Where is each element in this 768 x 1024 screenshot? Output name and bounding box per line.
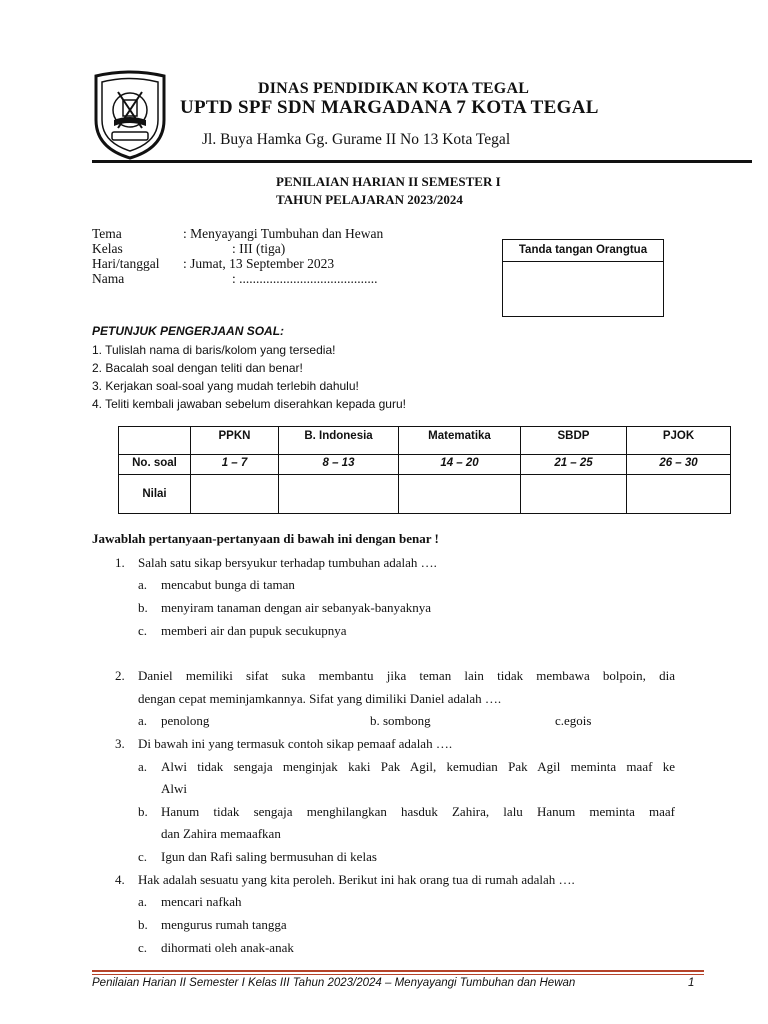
tanggal-label: Hari/tanggal <box>92 256 160 271</box>
table-corner <box>119 427 191 455</box>
score-table <box>118 426 731 514</box>
option-text[interactable]: mencabut bunga di taman <box>161 577 295 592</box>
question-text: Hak adalah sesuatu yang kita peroleh. Berikut ini hak orang tua di rumah adalah …. <box>138 872 575 887</box>
kelas-value: : III (tiga) <box>232 241 286 256</box>
instruction-item: 3. Kerjakan soal-soal yang mudah terlebih dahulu! <box>92 379 359 393</box>
school-name: UPTD SPF SDN MARGADANA 7 KOTA TEGAL <box>180 97 599 118</box>
instructions-title: PETUNJUK PENGERJAAN SOAL: <box>92 324 285 338</box>
tema-label: Tema <box>92 226 122 241</box>
range-matematika: 14 – 20 <box>399 455 521 475</box>
score-cell-sbdp[interactable] <box>521 475 627 514</box>
option-letter: c. <box>138 623 148 638</box>
subject-ppkn: PPKN <box>191 427 279 455</box>
exam-year: TAHUN PELAJARAN 2023/2024 <box>276 192 463 207</box>
option-text[interactable]: Alwi <box>161 781 187 796</box>
option-letter: b. <box>138 917 148 932</box>
option-text[interactable]: Igun dan Rafi saling bermusuhan di kelas <box>161 849 377 864</box>
option-letter: a. <box>138 577 148 592</box>
option-letter: c. <box>138 849 148 864</box>
instruction-item: 1. Tulislah nama di baris/kolom yang tersedia! <box>92 343 336 357</box>
question-number: 1. <box>115 555 125 570</box>
range-pjok: 26 – 30 <box>627 455 731 475</box>
question-text: dengan cepat meminjamkannya. Sifat yang dimiliki Daniel adalah …. <box>138 691 502 706</box>
tanggal-value: : Jumat, 13 September 2023 <box>183 256 335 271</box>
footer-divider <box>92 970 704 972</box>
option-text[interactable]: dan Zahira memaafkan <box>161 826 281 841</box>
subject-bindonesia: B. Indonesia <box>279 427 399 455</box>
question-text: Di bawah ini yang termasuk contoh sikap pemaaf adalah …. <box>138 736 453 751</box>
option-text[interactable]: c.egois <box>555 713 592 728</box>
nama-field[interactable]: : ......................................... <box>232 271 378 286</box>
table-header-row <box>119 427 731 455</box>
question-number: 4. <box>115 872 125 887</box>
question-number: 3. <box>115 736 125 751</box>
instruction-item: 2. Bacalah soal dengan teliti dan benar! <box>92 361 303 375</box>
city-emblem-icon <box>90 70 170 160</box>
header-divider <box>92 160 752 163</box>
agency-name: DINAS PENDIDIKAN KOTA TEGAL <box>258 80 530 97</box>
exam-title: PENILAIAN HARIAN II SEMESTER I <box>276 174 501 189</box>
page-number: 1 <box>688 977 695 989</box>
footer-divider <box>92 974 704 975</box>
option-letter: a. <box>138 894 148 909</box>
tema-value: : Menyayangi Tumbuhan dan Hewan <box>183 226 384 241</box>
question-number: 2. <box>115 668 125 683</box>
row-label-nilai: Nilai <box>119 475 191 514</box>
row-label-soal: No. soal <box>119 455 191 475</box>
option-letter: a. <box>138 713 148 728</box>
option-letter: a. <box>138 759 148 774</box>
option-text[interactable]: memberi air dan pupuk secukupnya <box>161 623 347 638</box>
question-text: Daniel memiliki sifat suka membantu jika teman lain tidak membawa bolpoin, dia <box>138 668 675 683</box>
option-text[interactable]: mencari nafkah <box>161 894 242 909</box>
subject-sbdp: SBDP <box>521 427 627 455</box>
option-text[interactable]: Alwi tidak sengaja menginjak kaki Pak Agil, kemudian Pak Agil meminta maaf ke <box>161 759 675 774</box>
subject-pjok: PJOK <box>627 427 731 455</box>
subject-matematika: Matematika <box>399 427 521 455</box>
signature-label: Tanda tangan Orangtua <box>503 240 663 262</box>
parent-signature-box[interactable] <box>502 239 664 317</box>
kelas-label: Kelas <box>92 241 123 256</box>
score-cell-pjok[interactable] <box>627 475 731 514</box>
option-letter: b. <box>138 600 148 615</box>
option-text[interactable]: mengurus rumah tangga <box>161 917 287 932</box>
school-address: Jl. Buya Hamka Gg. Gurame II No 13 Kota Tegal <box>202 131 511 148</box>
nama-label: Nama <box>92 271 125 286</box>
score-cell-ppkn[interactable] <box>191 475 279 514</box>
score-cell-matematika[interactable] <box>399 475 521 514</box>
range-ppkn: 1 – 7 <box>191 455 279 475</box>
table-row <box>119 455 731 475</box>
footer-text: Penilaian Harian II Semester I Kelas III Tahun 2023/2024 – Menyayangi Tumbuhan dan Hewan <box>92 977 576 989</box>
score-cell-bindonesia[interactable] <box>279 475 399 514</box>
option-letter: b. <box>138 804 148 819</box>
option-text[interactable]: menyiram tanaman dengan air sebanyak-banyaknya <box>161 600 431 615</box>
range-bindonesia: 8 – 13 <box>279 455 399 475</box>
option-text[interactable]: Hanum tidak sengaja menghilangkan hasduk Zahira, lalu Hanum meminta maaf <box>161 804 675 819</box>
option-letter: c. <box>138 940 148 955</box>
range-sbdp: 21 – 25 <box>521 455 627 475</box>
option-text[interactable]: penolong <box>161 713 210 728</box>
questions-heading: Jawablah pertanyaan-pertanyaan di bawah ini dengan benar ! <box>92 531 439 546</box>
question-text: Salah satu sikap bersyukur terhadap tumbuhan adalah …. <box>138 555 437 570</box>
instruction-item: 4. Teliti kembali jawaban sebelum diserahkan kepada guru! <box>92 397 406 411</box>
option-text[interactable]: dihormati oleh anak-anak <box>161 940 294 955</box>
option-text[interactable]: b. sombong <box>370 713 431 728</box>
table-row <box>119 475 731 514</box>
